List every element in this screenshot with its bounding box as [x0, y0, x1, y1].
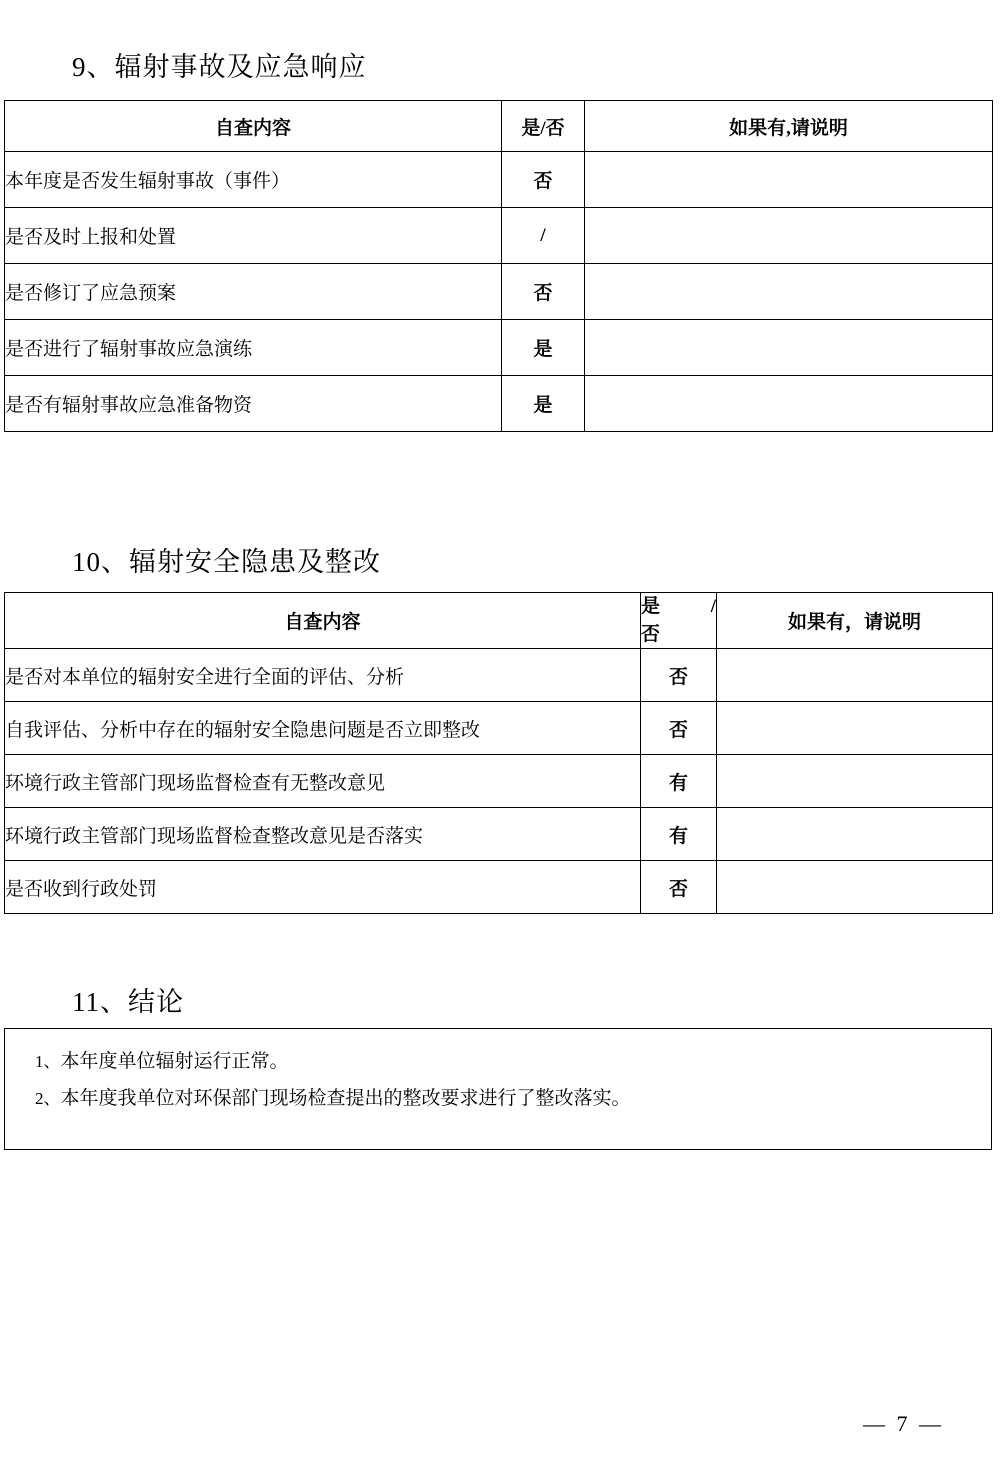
note-cell: [717, 808, 993, 861]
question-cell: 是否进行了辐射事故应急演练: [5, 320, 502, 376]
column-header-note: 如果有，请说明: [717, 593, 993, 649]
question-cell: 是否有辐射事故应急准备物资: [5, 376, 502, 432]
answer-cell: 有: [641, 808, 717, 861]
answer-cell: 是: [502, 320, 585, 376]
note-cell: [585, 208, 993, 264]
note-cell: [585, 264, 993, 320]
table-row: [5, 376, 993, 432]
table-row: [5, 861, 993, 914]
section-10-heading: 10、辐射安全隐患及整改: [72, 547, 381, 577]
question-cell: 是否收到行政处罚: [5, 861, 641, 914]
conclusion-line: [35, 1080, 991, 1117]
question-cell: 环境行政主管部门现场监督检查整改意见是否落实: [5, 808, 641, 861]
conclusion-text: 本年度单位辐射运行正常。: [60, 1051, 289, 1072]
question-cell: 是否及时上报和处置: [5, 208, 502, 264]
question-cell: 是否对本单位的辐射安全进行全面的评估、分析: [5, 649, 641, 702]
table-row: [5, 808, 993, 861]
note-cell: [585, 376, 993, 432]
yes-label: 是: [641, 596, 661, 617]
conclusion-number: 1、: [35, 1052, 61, 1071]
note-cell: [717, 702, 993, 755]
question-cell: 自我评估、分析中存在的辐射安全隐患问题是否立即整改: [5, 702, 641, 755]
answer-cell: 否: [502, 152, 585, 208]
page-number: — 7 —: [863, 1411, 944, 1436]
table-header-row: [5, 101, 993, 152]
question-cell: 环境行政主管部门现场监督检查有无整改意见: [5, 755, 641, 808]
no-label: 否: [641, 623, 661, 645]
conclusion-line: [35, 1043, 991, 1080]
answer-cell: 否: [641, 861, 717, 914]
section-9-heading: 9、辐射事故及应急响应: [72, 52, 367, 82]
conclusion-number: 2、: [35, 1089, 61, 1109]
column-header-yesno: 是/否: [502, 101, 585, 152]
conclusion-box: [4, 1028, 992, 1150]
column-header-note: 如果有,请说明: [585, 101, 993, 152]
section-11-heading: 11、结论: [72, 987, 184, 1017]
conclusion-text: 本年度我单位对环保部门现场检查提出的整改要求进行了整改落实。: [60, 1088, 631, 1110]
table-row: [5, 152, 993, 208]
table-row: [5, 264, 993, 320]
column-header-question: 自查内容: [5, 593, 641, 649]
note-cell: [717, 649, 993, 702]
section-9-table: [4, 100, 993, 432]
answer-cell: /: [502, 208, 585, 264]
note-cell: [585, 320, 993, 376]
slash-label: /: [710, 596, 716, 617]
table-row: [5, 208, 993, 264]
table-row: [5, 649, 993, 702]
note-cell: [717, 755, 993, 808]
column-header-yesno: [641, 593, 717, 649]
question-cell: 是否修订了应急预案: [5, 264, 502, 320]
answer-cell: 是: [502, 376, 585, 432]
answer-cell: 有: [641, 755, 717, 808]
answer-cell: 否: [641, 702, 717, 755]
section-10-table: [4, 592, 993, 914]
answer-cell: 否: [502, 264, 585, 320]
table-header-row: [5, 593, 993, 649]
table-row: [5, 320, 993, 376]
question-cell: 本年度是否发生辐射事故（事件）: [5, 152, 502, 208]
table-row: [5, 755, 993, 808]
note-cell: [585, 152, 993, 208]
column-header-question: 自查内容: [5, 101, 502, 152]
table-row: [5, 702, 993, 755]
answer-cell: 否: [641, 649, 717, 702]
note-cell: [717, 861, 993, 914]
